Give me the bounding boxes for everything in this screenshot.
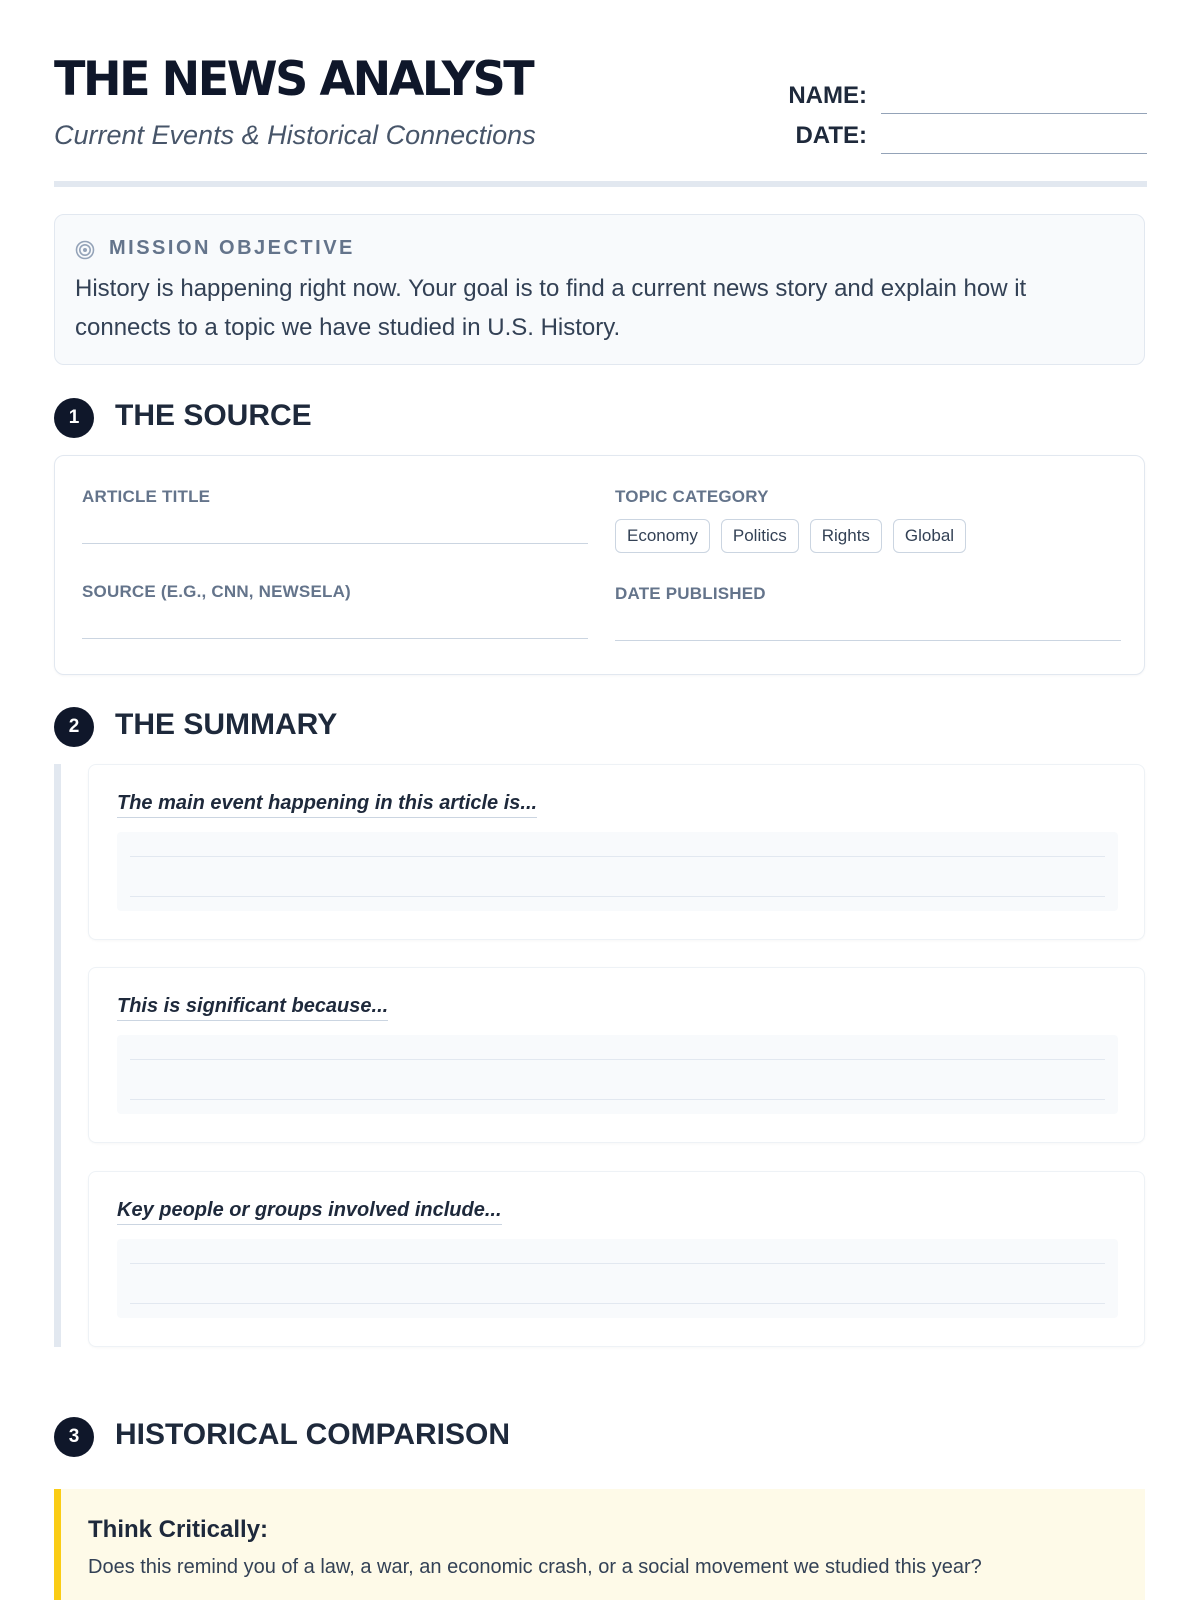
topic-tags (615, 519, 966, 553)
topic-tag-politics[interactable]: Politics (721, 519, 799, 553)
think-critically-title: Think Critically: (88, 1516, 269, 1543)
summary-prompt-card (88, 967, 1145, 1143)
writing-line (130, 1263, 1105, 1264)
section-title: THE SOURCE (115, 399, 312, 432)
target-icon (75, 240, 95, 260)
section-title: THE SUMMARY (115, 708, 338, 741)
date-published-field (615, 584, 1121, 644)
date-input-line[interactable] (881, 153, 1147, 154)
response-area[interactable] (117, 1035, 1118, 1114)
prompt-main-event: The main event happening in this article is... (117, 792, 537, 818)
mission-objective-box (54, 214, 1145, 365)
date-published-label: DATE PUBLISHED (615, 584, 766, 603)
writing-line (130, 1059, 1105, 1060)
section-number-badge: 3 (54, 1417, 94, 1457)
date-field (747, 120, 1147, 154)
topic-category-field (615, 487, 1121, 557)
section-number-badge: 2 (54, 707, 94, 747)
topic-tag-rights[interactable]: Rights (810, 519, 882, 553)
source-input-line[interactable] (82, 638, 588, 639)
worksheet-header (54, 50, 1147, 160)
source-card (54, 455, 1145, 675)
page-title: THE NEWS ANALYST (54, 52, 533, 107)
header-divider (54, 181, 1147, 187)
topic-tag-global[interactable]: Global (893, 519, 966, 553)
name-input-line[interactable] (881, 113, 1147, 114)
prompt-significance: This is significant because... (117, 995, 388, 1021)
writing-line (130, 1099, 1105, 1100)
response-area[interactable] (117, 1239, 1118, 1318)
think-critically-callout (54, 1489, 1145, 1600)
mission-label: MISSION OBJECTIVE (109, 237, 355, 259)
prompt-key-people: Key people or groups involved include... (117, 1199, 502, 1225)
mission-text: History is happening right now. Your goal is to find a current news story and explain how it connects to a topic we have studied in U.S. History. (75, 275, 1027, 341)
topic-category-label: TOPIC CATEGORY (615, 487, 769, 506)
think-critically-text: Does this remind you of a law, a war, an economic crash, or a social movement we studied this year? (88, 1556, 982, 1578)
name-field (747, 80, 1147, 114)
date-published-input-line[interactable] (615, 640, 1121, 641)
writing-line (130, 896, 1105, 897)
summary-prompt-card (88, 1171, 1145, 1347)
article-title-field (82, 487, 588, 547)
writing-line (130, 1303, 1105, 1304)
article-title-input-line[interactable] (82, 543, 588, 544)
date-label: DATE: (795, 122, 867, 149)
page-subtitle: Current Events & Historical Connections (54, 120, 536, 150)
name-label: NAME: (788, 82, 867, 109)
summary-prompt-card (88, 764, 1145, 940)
writing-line (130, 856, 1105, 857)
summary-accent-bar (54, 764, 61, 1347)
section-title: HISTORICAL COMPARISON (115, 1418, 511, 1451)
source-field (82, 582, 588, 642)
source-label: SOURCE (E.G., CNN, NEWSELA) (82, 582, 351, 601)
response-area[interactable] (117, 832, 1118, 911)
topic-tag-economy[interactable]: Economy (615, 519, 710, 553)
section-number-badge: 1 (54, 398, 94, 438)
article-title-label: ARTICLE TITLE (82, 487, 211, 506)
